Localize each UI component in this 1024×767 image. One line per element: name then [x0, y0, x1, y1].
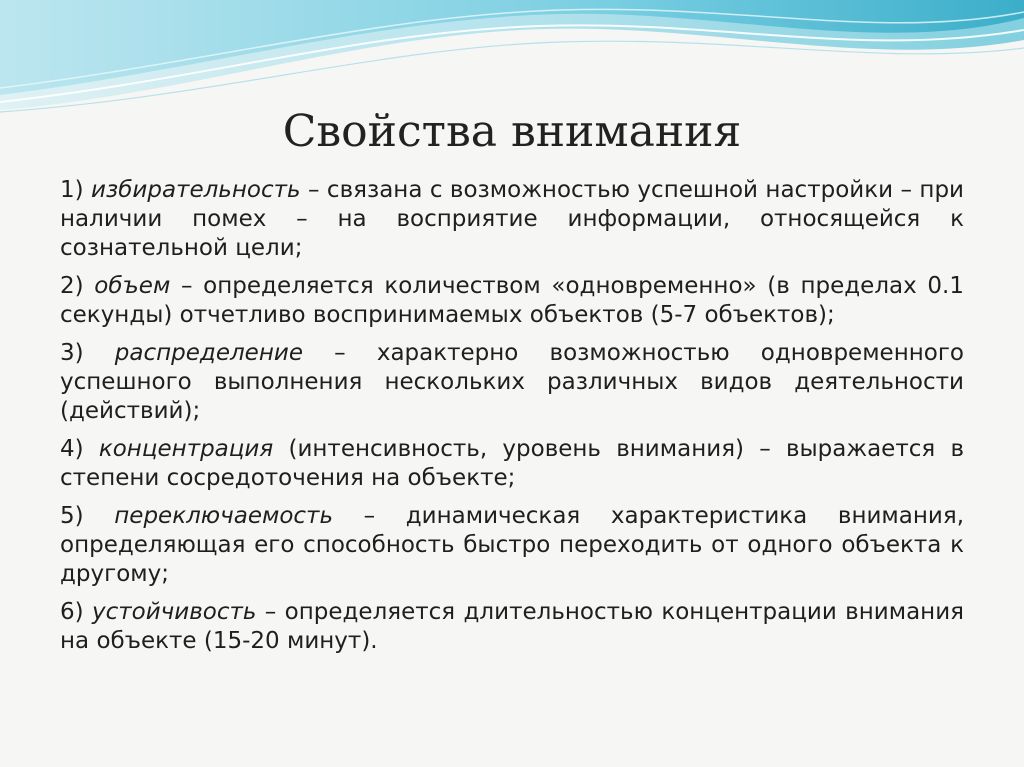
slide-title: Свойства внимания: [282, 106, 742, 157]
property-term: концентрация: [98, 436, 274, 462]
property-description: – динамическая характеристика внимания, определяющая его способность быстро переходить от одного объекта к другому;: [60, 503, 965, 587]
property-description: – определяется количеством «одновременно» (в пределах 0.1 секунды) отчетливо воспринимаемых объектов (5-7 объектов);: [60, 273, 964, 328]
property-term: переключаемость: [114, 503, 333, 529]
property-item: [60, 176, 964, 263]
property-item: [60, 502, 964, 589]
property-description: – связана с возможностью успешной настройки – при наличии помех – на восприятие информации, относящейся к сознательной цели;: [60, 177, 964, 261]
property-description: – характерно возможностью одновременного успешного выполнения нескольких различных видов деятельности (действий);: [60, 340, 964, 424]
property-number: 2): [60, 273, 84, 299]
property-term: устойчивость: [91, 599, 257, 625]
property-term: распределение: [114, 340, 303, 366]
property-number: 3): [60, 340, 84, 366]
property-number: 4): [60, 436, 84, 462]
property-term: избирательность: [91, 177, 301, 203]
property-item: [60, 272, 964, 330]
property-item: [60, 598, 964, 656]
property-description: (интенсивность, уровень внимания) – выражается в степени сосредоточения на объекте;: [60, 436, 964, 491]
property-number: 1): [60, 177, 84, 203]
properties-list: [60, 176, 964, 665]
property-item: [60, 339, 964, 426]
property-number: 5): [60, 503, 84, 529]
property-item: [60, 435, 964, 493]
property-number: 6): [60, 599, 84, 625]
property-description: – определяется длительностью концентрации внимания на объекте (15-20 минут).: [60, 599, 964, 654]
property-term: объем: [94, 273, 171, 299]
